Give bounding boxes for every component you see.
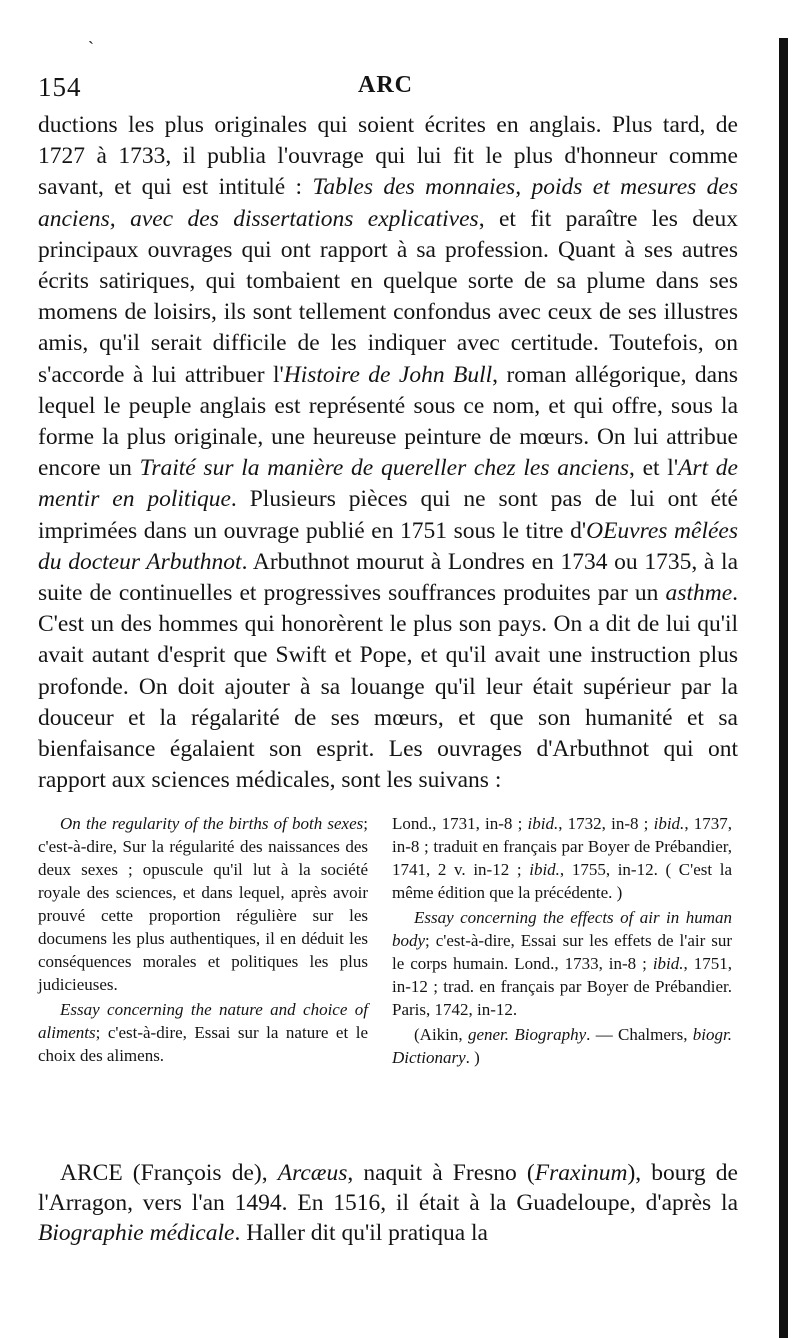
title-oeuvres-melees: OEuvres mêlées du docteur Arbuthnot [38, 517, 738, 575]
entry-arce [38, 1158, 738, 1248]
title-tables-monnaies: Tables des monnaies, poids et mesures des anciens, avec des dissertations explicatives [38, 174, 738, 232]
works-list [38, 812, 738, 1147]
title-traite-quereller: Traité sur la manière de quereller chez les anciens [139, 455, 630, 482]
work-entry-continuation: Lond., 1731, in-8 ; ibid., 1732, in-8 ; ibid., 1737, in-8 ; traduit en français par Boyer de Prébandier, 1741, 2 v. in-12 ; ibid., 1755, in-12. ( C'est la même édition que la précédente. ) [392, 814, 733, 902]
sources-citation: (Aikin, gener. Biography. — Chalmers, biogr. Dictionary. ) [392, 1025, 732, 1067]
stray-mark: ` [88, 38, 94, 58]
work-entry: On the regularity of the births of both sexes; c'est-à-dire, Sur la régularité des naissances des deux sexes ; opuscule qu'il lut à la société royale des sciences, et dans lequel, après avoir prouvé cette proportion régulière sur les documens les plus authentiques, il en déduit les conséquences morales et politiques les plus judicieuses. [38, 814, 368, 994]
running-head: ARC [358, 72, 413, 98]
paragraph-arbuthnot: ductions les plus originales qui soient écrites en anglais. Plus tard, de 1727 à 1733, il publia l'ouvrage qui lui fit le plus d'honneur comme savant, et qui est intitulé : Tables des monnaies, poids et mesures des anciens, avec des dissertations explicatives, et fit paraître les deux principaux ouvrages qui ont rapport à sa profession. Quant à ses autres écrits satiriques, qui tombaient en quelque sorte de sa plume dans ses momens de loisirs, ils sont tellement confondus avec ceux de ses illustres amis, qu'il serait difficile de les indiquer avec certitude. Toutefois, on s'accorde à lui attribuer l'Histoire de John Bull, roman allégorique, dans lequel le peuple anglais est représenté sous ce nom, et qui offre, sous la forme la plus originale, une heureuse peinture de mœurs. On lui attribue encore un Traité sur la manière de quereller chez les anciens, et l'Art de mentir en politique. Plusieurs pièces qui ne sont pas de lui ont été imprimées dans un ouvrage publié en 1751 sous le titre d'OEuvres mêlées du docteur Arbuthnot. Arbuthnot mourut à Londres en 1734 ou 1735, à la suite de continuelles et progressives souffrances produites par un asthme. C'est un des hommes qui honorèrent le plus son pays. On a dit de lui qu'il avait autant d'esprit que Swift et Pope, et qu'il avait une instruction plus profonde. On doit ajouter à sa louange qu'il leur était supérieur par la douceur et la régalarité de ses mœurs, et que son humanité et sa bienfaisance égalaient son esprit. Les ouvrages d'Arbuthnot qui ont rapport aux sciences médicales, sont les suivans : [38, 112, 739, 794]
page-number: 154 [38, 72, 82, 102]
work-entry: Essay concerning the nature and choice of aliments; c'est-à-dire, Essai sur la nature et le choix des alimens. [38, 1000, 368, 1065]
title-art-mentir: Art de mentir en politique [38, 455, 738, 513]
work-entry: Essay concerning the effects of air in human body; c'est-à-dire, Essai sur les effets de l'air sur le corps humain. Lond., 1733, in-8 ; ibid., 1751, in-12 ; trad. en français par Boyer de Prébandier. Paris, 1742, in-12. [392, 908, 732, 1019]
main-text-block [38, 110, 738, 796]
entry-arce-text: ARCE (François de), Arcæus, naquit à Fresno (Fraxinum), bourg de l'Arragon, vers l'an 1494. En 1516, il était à la Guadeloupe, d'après la Biographie médicale. Haller dit qu'il pratiqua la [38, 1160, 738, 1246]
page-edge-shadow [779, 38, 788, 1338]
works-column-left [38, 812, 368, 1067]
word-asthme: asthme [665, 580, 733, 607]
page-header [38, 72, 698, 106]
title-john-bull: Histoire de John Bull [283, 361, 493, 388]
works-column-right [392, 812, 732, 1069]
